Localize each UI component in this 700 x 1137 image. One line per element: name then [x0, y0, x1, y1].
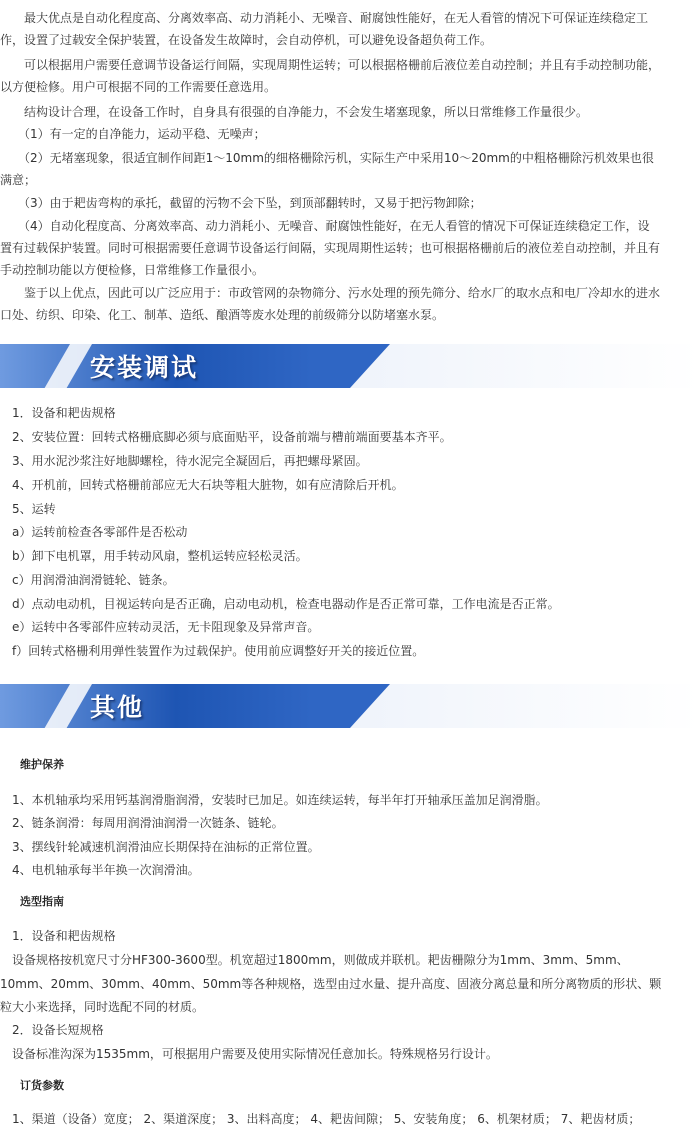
feature-item: （1）有一定的自净能力，运动平稳、无噪声； — [0, 127, 266, 141]
list-item: b）卸下电机罩，用手转动风扇，整机运转应轻松灵活。 — [0, 549, 308, 563]
order-params: 1、渠道（设备）宽度； 2、渠道深度； 3、出料高度； 4、耙齿间隙； 5、安装角度； 6、机架材质； 7、耙齿材质； — [0, 1112, 641, 1126]
section-title: 其他 — [90, 693, 145, 722]
section-banner-install — [0, 340, 700, 396]
list-item: c）用润滑油润滑链轮、链条。 — [0, 573, 175, 587]
list-item: e）运转中各零部件应转动灵活，无卡阻现象及异常声音。 — [0, 620, 320, 634]
list-item: 3、摆线针轮减速机润滑油应长期保持在油标的正常位置。 — [0, 840, 320, 854]
subsection-title-guide: 选型指南 — [20, 895, 64, 908]
feature-item: 满意； — [0, 173, 37, 187]
section-title: 安装调试 — [90, 353, 199, 382]
list-item: 1．设备和耙齿规格 — [0, 406, 116, 420]
list-item: 2．设备长短规格 — [0, 1023, 104, 1037]
list-item: 2、安装位置：回转式格栅底脚必须与底面贴平，设备前端与槽前端面要基本齐平。 — [0, 430, 452, 444]
subsection-title-order: 订货参数 — [20, 1079, 64, 1092]
list-item: a）运转前检查各零部件是否松动 — [0, 525, 188, 539]
intro-text: 可以根据用户需要任意调节设备运行间隔，实现周期性运转；可以根据格栅前后液位差自动控制；并且有手动控制功能， — [0, 58, 661, 72]
list-item: 5、运转 — [0, 502, 56, 516]
list-item: 2、链条润滑：每周用润滑油润滑一次链条、链轮。 — [0, 816, 284, 830]
intro-text: 以方便检修。用户可根据不同的工作需要任意选用。 — [0, 80, 277, 94]
feature-item: 置有过载保护装置。同时可根据需要任意调节设备运行间隔，实现周期性运转；也可根据格栅前后的液位差自动控制，并且有 — [0, 241, 661, 255]
section-banner-other — [0, 680, 700, 736]
list-item: 10mm、20mm、30mm、40mm、50mm等各种规格，选型由过水量、提升高度、固液分离总量和所分离物质的形状、颗 — [0, 977, 662, 991]
intro-text: 鉴于以上优点，因此可以广泛应用于：市政管网的杂物筛分、污水处理的预先筛分、给水厂的取水点和电厂冷却水的进水 — [0, 286, 661, 300]
intro-text: 作，设置了过载安全保护装置，在设备发生故障时，会自动停机，可以避免设备超负荷工作。 — [0, 33, 493, 47]
feature-item: （2）无堵塞现象，很适宜制作间距1～10mm的细格栅除污机，实际生产中采用10～20mm的中粗格栅除污机效果也很 — [0, 151, 654, 165]
list-item: 4、电机轴承每半年换一次润滑油。 — [0, 863, 200, 877]
list-item: 粒大小来选择，同时选配不同的材质。 — [0, 1000, 205, 1014]
list-item: 1、本机轴承均采用钙基润滑脂润滑，安装时已加足。如连续运转，每半年打开轴承压盖加足润滑脂。 — [0, 793, 548, 807]
list-item: 1．设备和耙齿规格 — [0, 929, 116, 943]
intro-text: 最大优点是自动化程度高、分离效率高、动力消耗小、无噪音、耐腐蚀性能好，在无人看管的情况下可保证连续稳定工 — [0, 11, 649, 25]
feature-item: （3）由于耙齿弯构的承托，截留的污物不会下坠，到顶部翻转时，又易于把污物卸除； — [0, 196, 482, 210]
list-item: 3、用水泥沙浆注好地脚螺栓，待水泥完全凝固后，再把螺母紧固。 — [0, 454, 368, 468]
list-item: 设备标准沟深为1535mm，可根据用户需要及使用实际情况任意加长。特殊规格另行设计。 — [0, 1047, 498, 1061]
list-item: 4、开机前，回转式格栅前部应无大石块等粗大脏物，如有应清除后开机。 — [0, 478, 404, 492]
subsection-title-maintenance: 维护保养 — [20, 758, 64, 771]
list-item: f）回转式格栅利用弹性装置作为过载保护。使用前应调整好开关的接近位置。 — [0, 644, 425, 658]
intro-text: 结构设计合理，在设备工作时，自身具有很强的自净能力，不会发生堵塞现象，所以日常维修工作量很少。 — [0, 105, 589, 119]
list-item: 设备规格按机宽尺寸分HF300-3600型。机宽超过1800mm，则做成并联机。耙齿栅隙分为1mm、3mm、5mm、 — [0, 953, 629, 967]
list-item: d）点动电动机，目视运转向是否正确，启动电动机，检查电器动作是否正常可靠，工作电流是否正常。 — [0, 597, 560, 611]
intro-text: 口处、纺织、印染、化工、制革、造纸、酿酒等废水处理的前级筛分以防堵塞水泵。 — [0, 308, 445, 322]
feature-item: （4）自动化程度高、分离效率高、动力消耗小、无噪音、耐腐蚀性能好，在无人看管的情况下可保证连续稳定工作，设 — [0, 219, 650, 233]
feature-item: 手动控制功能以方便检修，日常维修工作量很小。 — [0, 263, 265, 277]
